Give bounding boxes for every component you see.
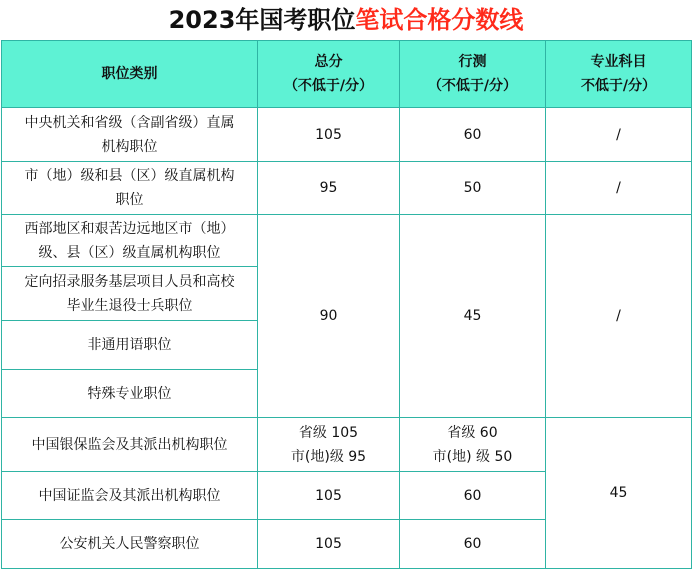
xingce-provincial: 省级 60 <box>447 424 498 441</box>
category-line-1: 市（地）级和县（区）级直属机构 <box>24 168 235 184</box>
xingce-score: 60 <box>400 520 546 569</box>
group-xingce-score: 45 <box>400 215 546 418</box>
page-title <box>0 0 692 40</box>
title-highlight: 笔试合格分数线 <box>355 6 524 34</box>
xingce-score: 60 <box>400 108 546 162</box>
total-score: 95 <box>258 162 400 215</box>
row-category: 公安机关人民警察职位 <box>2 520 258 569</box>
header-total <box>258 41 400 108</box>
table-row <box>2 108 692 162</box>
category-line-2: 级、县（区）级直属机构职位 <box>38 244 221 261</box>
category-line-1: 西部地区和艰苦边远地区市（地） <box>24 220 235 237</box>
header-xingce <box>400 41 546 108</box>
header-major <box>546 41 692 108</box>
row-category <box>2 108 258 162</box>
finance-major-score: 45 <box>546 418 692 569</box>
header-xingce-note: （不低于/分） <box>427 78 518 94</box>
xingce-score <box>400 418 546 472</box>
score-table <box>1 40 692 569</box>
total-provincial: 省级 105 <box>298 424 359 441</box>
table-row <box>2 215 692 267</box>
major-score: / <box>546 108 692 162</box>
row-category: 中国证监会及其派出机构职位 <box>2 472 258 520</box>
category-line-2: 职位 <box>115 192 144 208</box>
total-municipal: 市(地)级 95 <box>290 448 367 465</box>
row-category <box>2 215 258 267</box>
group-total-score: 90 <box>258 215 400 418</box>
major-score: / <box>546 162 692 215</box>
header-category: 职位类别 <box>2 41 258 108</box>
category-line-1: 定向招录服务基层项目人员和高校 <box>24 273 235 290</box>
row-category: 非通用语职位 <box>2 321 258 370</box>
header-row <box>2 41 692 108</box>
xingce-score: 60 <box>400 472 546 520</box>
total-score: 105 <box>258 472 400 520</box>
total-score: 105 <box>258 108 400 162</box>
row-category: 特殊专业职位 <box>2 370 258 418</box>
header-total-label: 总分 <box>314 54 343 70</box>
total-score: 105 <box>258 520 400 569</box>
xingce-municipal: 市(地) 级 50 <box>432 448 513 465</box>
row-category: 中国银保监会及其派出机构职位 <box>2 418 258 472</box>
header-total-note: （不低于/分） <box>283 78 374 94</box>
table-row <box>2 162 692 215</box>
row-category <box>2 267 258 321</box>
row-category <box>2 162 258 215</box>
header-major-label: 专业科目 <box>590 54 647 70</box>
header-xingce-label: 行测 <box>458 54 487 70</box>
header-major-note: 不低于/分） <box>580 78 657 94</box>
table-row <box>2 418 692 472</box>
category-line-1: 中央机关和省级（含副省级）直属 <box>24 114 235 131</box>
title-prefix: 2023年国考职位 <box>168 6 356 34</box>
xingce-score: 50 <box>400 162 546 215</box>
group-major-score: / <box>546 215 692 418</box>
category-line-2: 毕业生退役士兵职位 <box>66 297 193 314</box>
category-line-2: 机构职位 <box>101 138 158 155</box>
total-score <box>258 418 400 472</box>
